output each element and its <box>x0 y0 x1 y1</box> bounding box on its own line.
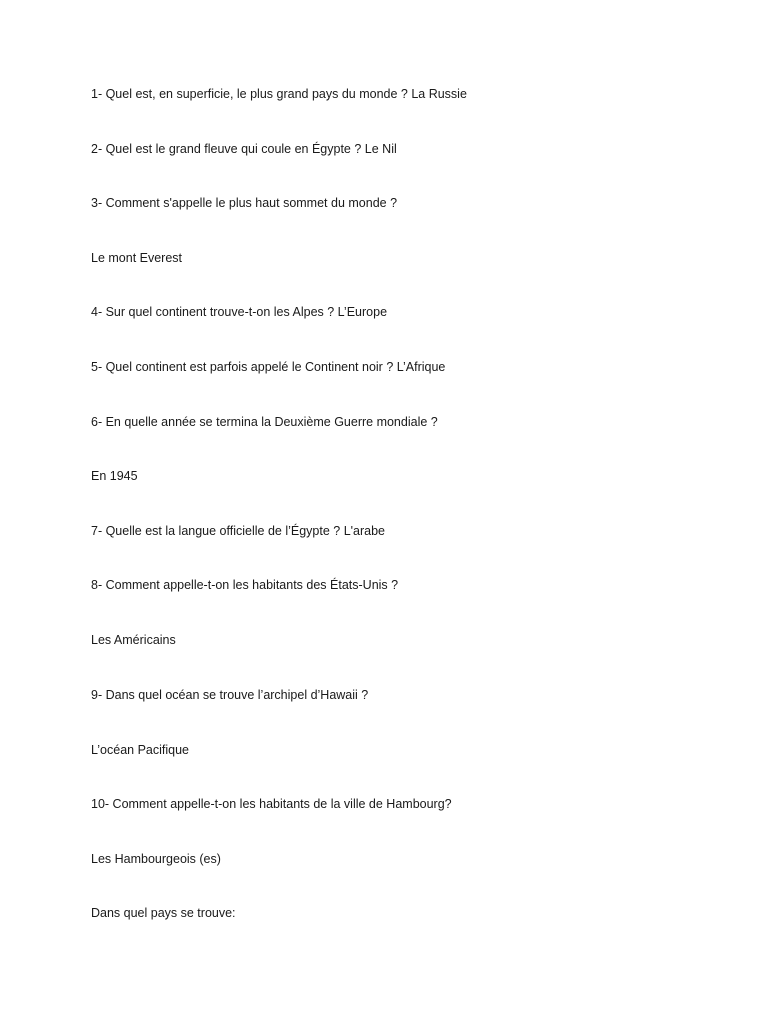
question-10: 10- Comment appelle-t-on les habitants de la ville de Hambourg? <box>91 797 452 811</box>
question-3: 3- Comment s'appelle le plus haut sommet du monde ? <box>91 196 398 210</box>
answer-9: L’océan Pacifique <box>91 743 189 757</box>
question-6: 6- En quelle année se termina la Deuxième Guerre mondiale ? <box>91 415 438 429</box>
answer-6: En 1945 <box>91 469 138 483</box>
question-1: 1- Quel est, en superficie, le plus grand pays du monde ? La Russie <box>91 87 467 101</box>
section-heading-pays: Dans quel pays se trouve: <box>91 906 236 920</box>
question-4: 4- Sur quel continent trouve-t-on les Alpes ? L’Europe <box>91 305 388 319</box>
answer-3: Le mont Everest <box>91 251 183 265</box>
answer-10: Les Hambourgeois (es) <box>91 852 221 866</box>
question-2: 2- Quel est le grand fleuve qui coule en Égypte ? Le Nil <box>91 142 397 156</box>
question-7: 7- Quelle est la langue officielle de l’Égypte ? L'arabe <box>91 524 386 538</box>
answer-8: Les Américains <box>91 633 176 647</box>
question-8: 8- Comment appelle-t-on les habitants des États-Unis ? <box>91 578 399 592</box>
question-9: 9- Dans quel océan se trouve l’archipel d’Hawaii ? <box>91 688 369 702</box>
question-5: 5- Quel continent est parfois appelé le Continent noir ? L’Afrique <box>91 360 446 374</box>
